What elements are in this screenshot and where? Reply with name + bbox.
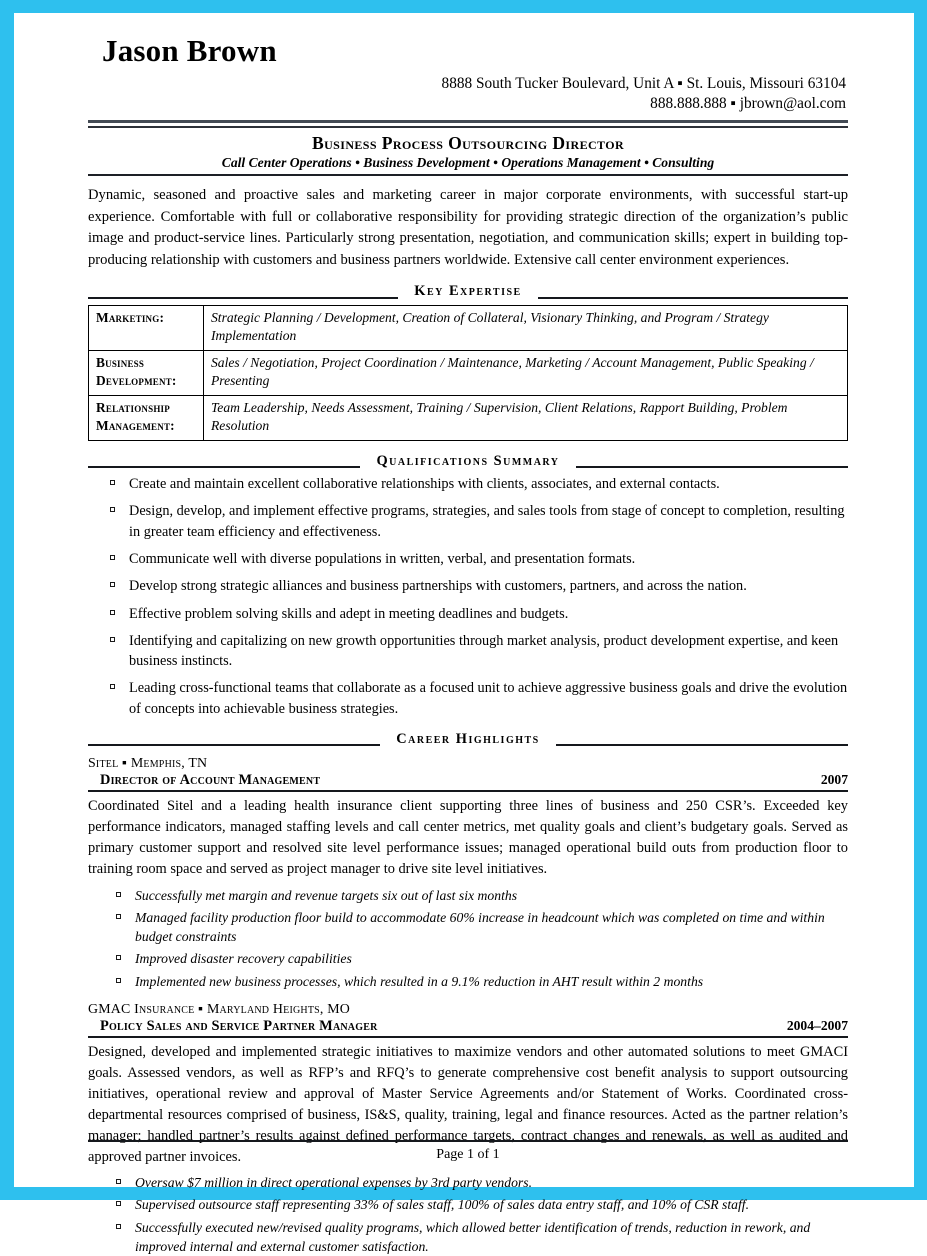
square-bullet-icon — [110, 582, 115, 587]
qualification-item — [88, 474, 848, 494]
square-bullet-icon — [116, 1201, 121, 1206]
job-achievements-list — [88, 887, 848, 992]
experience-entry — [88, 1002, 848, 1256]
header-rule-upper — [88, 120, 848, 123]
square-bullet-icon — [110, 555, 115, 560]
qualification-item — [88, 631, 848, 672]
job-achievement-item — [88, 1219, 848, 1256]
section-heading-qualifications-summary — [88, 454, 848, 468]
square-bullet-icon — [110, 637, 115, 642]
heading-rule-right — [538, 289, 848, 299]
section-heading-career-highlights — [88, 732, 848, 746]
job-title: Policy Sales and Service Partner Manager — [100, 1017, 378, 1034]
heading-rule-left — [88, 458, 360, 468]
bullet-text: Identifying and capitalizing on new growth opportunities through market analysis, product development expertise, and keen business instincts. — [129, 632, 839, 670]
key-expertise-table — [88, 305, 848, 441]
bullet-text: Successfully met margin and revenue targets six out of last six months — [135, 887, 518, 903]
heading-rule-left — [88, 736, 380, 746]
bullet-text: Implemented new business processes, which resulted in a 9.1% reduction in AHT result within 2 months — [135, 974, 704, 990]
qualification-item — [88, 576, 848, 596]
square-bullet-icon — [116, 892, 121, 897]
footer-rule — [88, 1140, 848, 1142]
expertise-label: Marketing: — [89, 305, 204, 350]
expertise-value: Sales / Negotiation, Project Coordination / Maintenance, Marketing / Account Management, Public Speaking / Presenting — [204, 350, 848, 395]
bullet-text: Supervised outsource staff representing 33% of sales staff, 100% of sales data entry staff, and 10% of CSR staff. — [135, 1197, 749, 1213]
phone-email-line: 888.888.888 ▪ jbrown@aol.com — [650, 94, 846, 112]
job-achievement-item — [88, 973, 848, 992]
bullet-text: Improved disaster recovery capabilities — [135, 951, 352, 967]
square-bullet-icon — [110, 684, 115, 689]
heading-rule-right — [576, 458, 848, 468]
job-description: Coordinated Sitel and a leading health insurance client supporting three lines of business and 250 CSR’s. Exceeded key performance indicators, managed staffing levels and call center metrics, met quality goals and client’s budgetary goals. Served as primary customer support and resolved site level performance issues; managed operational build outs from production floor to training room space and served as project manager to drive site level initiatives. — [88, 798, 848, 878]
qualification-item — [88, 501, 848, 542]
square-bullet-icon — [116, 1224, 121, 1229]
candidate-name: Jason Brown — [102, 33, 277, 68]
job-dates: 2007 — [820, 772, 848, 788]
bullet-text: Develop strong strategic alliances and business partnerships with customers, partners, and across the nation. — [129, 578, 747, 595]
contact-block — [88, 74, 846, 114]
bullet-text: Design, develop, and implement effective programs, strategies, and sales tools from stage of concept to completion, resulting in greater team efficiency and effectiveness. — [129, 503, 845, 540]
profile-paragraph: Dynamic, seasoned and proactive sales and marketing career in major corporate environments, with successful start-up experience. Comfortable with full or collaborative responsibility for providing strategic direction of the organization’s public image and product-service lines. Particularly strong presentation, negotiation, and communication skills; expert in building top-producing relationship with customers and business partners worldwide. Extensive call center environment experiences. — [88, 186, 848, 268]
expertise-row — [89, 350, 848, 395]
expertise-label: Business Development: — [89, 350, 204, 395]
qualification-item — [88, 678, 848, 719]
bullet-text: Effective problem solving skills and adept in meeting deadlines and budgets. — [129, 605, 569, 622]
job-achievement-item — [88, 950, 848, 969]
job-title-row — [88, 772, 848, 792]
resume-header — [88, 35, 848, 176]
job-achievement-item — [88, 1174, 848, 1193]
square-bullet-icon — [110, 610, 115, 615]
job-achievements-list — [88, 1174, 848, 1256]
bullet-text: Successfully executed new/revised quality programs, which allowed better identification of trends, reduction in rework, and improved internal and external customer satisfaction. — [135, 1220, 811, 1254]
target-title: Business Process Outsourcing Director — [311, 132, 625, 153]
qualification-item — [88, 549, 848, 569]
heading-rule-right — [556, 736, 848, 746]
page-number: Page 1 of 1 — [436, 1147, 500, 1162]
square-bullet-icon — [116, 955, 121, 960]
experience-entry — [88, 756, 848, 991]
section-heading-key-expertise — [88, 284, 848, 298]
expertise-row — [89, 305, 848, 350]
bullet-text: Oversaw $7 million in direct operational expenses by 3rd party vendors. — [135, 1174, 533, 1190]
address-line: 8888 South Tucker Boulevard, Unit A ▪ St. Louis, Missouri 63104 — [441, 74, 846, 92]
page-footer — [88, 1140, 848, 1163]
expertise-row — [89, 395, 848, 440]
section-title: Career Highlights — [396, 730, 540, 747]
specialties-tagline: Call Center Operations • Business Development • Operations Management • Consulting — [221, 154, 715, 170]
resume-page — [14, 13, 914, 1254]
square-bullet-icon — [110, 507, 115, 512]
job-title: Director of Account Management — [100, 772, 321, 789]
job-title-row — [88, 1018, 848, 1038]
employer-location: Sitel ▪ Memphis, TN — [88, 756, 208, 772]
job-achievement-item — [88, 887, 848, 906]
qualification-item — [88, 604, 848, 624]
qualifications-list — [88, 474, 848, 719]
header-rule-lower — [88, 126, 848, 128]
square-bullet-icon — [116, 978, 121, 983]
square-bullet-icon — [110, 480, 115, 485]
section-title: Qualifications Summary — [376, 452, 560, 469]
experience-list — [88, 756, 848, 1256]
expertise-value: Team Leadership, Needs Assessment, Training / Supervision, Client Relations, Rapport Building, Problem Resolution — [204, 395, 848, 440]
job-achievement-item — [88, 1196, 848, 1215]
bullet-text: Create and maintain excellent collaborative relationships with clients, associates, and external contacts. — [129, 476, 720, 493]
bullet-text: Communicate well with diverse populations in written, verbal, and presentation formats. — [129, 550, 636, 567]
section-title: Key Expertise — [414, 283, 522, 300]
square-bullet-icon — [116, 1179, 121, 1184]
expertise-value: Strategic Planning / Development, Creation of Collateral, Visionary Thinking, and Program / Strategy Implementation — [204, 305, 848, 350]
expertise-label: Relationship Management: — [89, 395, 204, 440]
job-dates: 2004–2007 — [786, 1017, 848, 1033]
job-achievement-item — [88, 909, 848, 946]
job-description: Designed, developed and implemented strategic initiatives to maximize vendors and other automated solutions to meet GMACI goals. Assessed vendors, as well as RFP’s and RFQ’s to generate comprehensive cost benefit analysis to support outsourcing initiatives, operational review and approval of Master Service Agreements and/or Statement of Works. Coordinated cross-departmental resources comprised of business, IS&S, quality, training, legal and finance resources. Acted as the partner relation’s manager; handled partner’s results against defined performance targets, contract changes and renewals, as well as audited and approved partner invoices. — [88, 1043, 848, 1165]
square-bullet-icon — [116, 914, 121, 919]
bullet-text: Managed facility production floor build to accommodate 60% increase in headcount which was completed on time and within budget constraints — [135, 910, 825, 944]
bullet-text: Leading cross-functional teams that collaborate as a focused unit to achieve aggressive business goals and drive the evolution of concepts into achievable business strategies. — [129, 680, 848, 717]
heading-rule-left — [88, 289, 398, 299]
tagline-rule — [88, 174, 848, 176]
employer-location: GMAC Insurance ▪ Maryland Heights, MO — [88, 1001, 351, 1017]
